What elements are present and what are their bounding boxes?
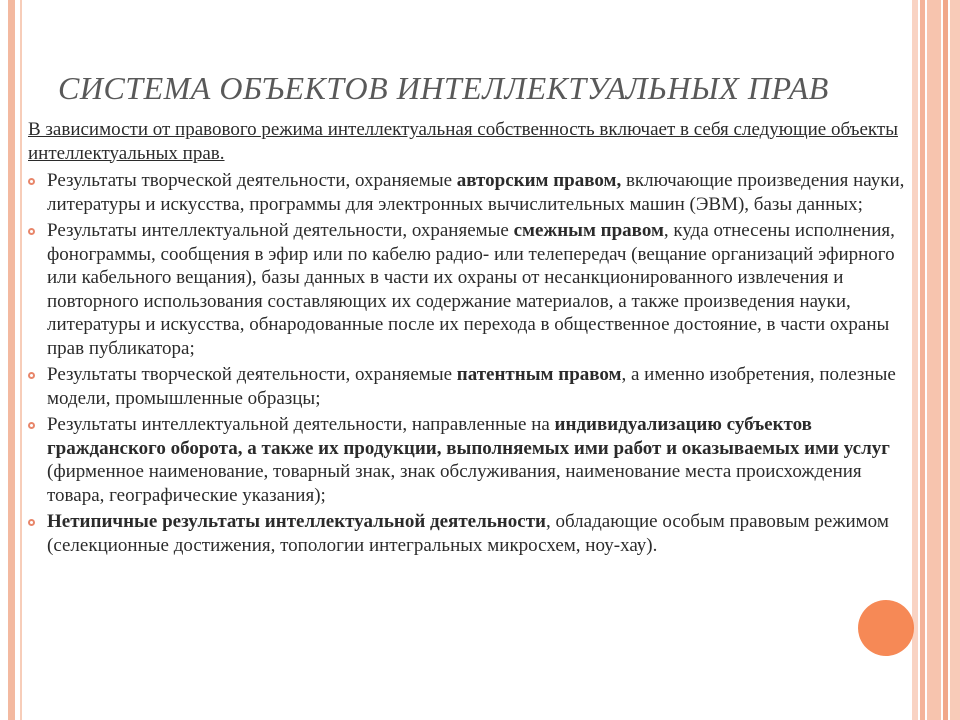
bullet-circle-icon xyxy=(28,228,35,235)
item-bold-term: индивидуализацию субъектов гражданского оборота, а также их продукции, выполняемых ими работ и оказываемых ими услуг xyxy=(47,414,890,459)
item-bold-term: Нетипичные результаты интеллектуальной деятельности xyxy=(47,511,546,532)
item-text: , а именно изобретения, полезные модели, промышленные образцы; xyxy=(47,364,896,409)
list-item xyxy=(28,413,918,507)
item-bold-term: смежным правом xyxy=(513,220,664,241)
item-bold-term: патентным правом xyxy=(456,364,622,385)
item-text: Результаты интеллектуальной деятельности, охраняемые xyxy=(47,220,514,241)
item-text: , обладающие особым правовым режимом (селекционные достижения, топологии интегральных микросхем, ноу-хау). xyxy=(47,511,889,556)
bullet-circle-icon xyxy=(28,178,35,185)
bullet-circle-icon xyxy=(28,422,35,429)
intro-text: В зависимости от правового режима интеллектуальная собственность включает в себя следующие объекты интеллектуальных прав. xyxy=(28,119,898,164)
item-text: Результаты творческой деятельности, охраняемые xyxy=(47,170,457,191)
left-frame-line xyxy=(20,0,22,720)
left-frame-bar xyxy=(8,0,15,720)
slide-title: СИСТЕМА ОБЪЕКТОВ ИНТЕЛЛЕКТУАЛЬНЫХ ПРАВ xyxy=(58,70,829,106)
list-item xyxy=(28,169,918,216)
list-item xyxy=(28,363,918,410)
stripe xyxy=(943,0,948,720)
bullet-circle-icon xyxy=(28,372,35,379)
stripe xyxy=(927,0,941,720)
item-bold-term: авторским правом, xyxy=(456,170,622,191)
stripe xyxy=(920,0,925,720)
stripe xyxy=(950,0,960,720)
item-text: , куда отнесены исполнения, фонограммы, сообщения в эфир или по кабелю радио- или телепередач (вещание организаций эфирного или кабельного вещания), базы данных в части их охраны от несанкционированного извлечения и повторного использования составляющих их содержание материалов, а также произведения науки, литературы и искусства, обнародованные после их перехода в общественное достояние, в части охраны прав публикатора; xyxy=(47,220,895,359)
bullet-circle-icon xyxy=(28,519,35,526)
right-decorative-stripes xyxy=(912,0,960,720)
list-item xyxy=(28,219,918,360)
item-text: Результаты творческой деятельности, охраняемые xyxy=(47,364,457,385)
item-text: Результаты интеллектуальной деятельности, направленные на xyxy=(47,414,555,435)
slide-content xyxy=(28,118,918,560)
item-text: (фирменное наименование, товарный знак, знак обслуживания, наименование места происхождения товара, географические указания); xyxy=(47,461,862,506)
list-item xyxy=(28,510,918,557)
item-text: включающие произведения науки, литературы и искусства, программы для электронных вычислительных машин (ЭВМ), базы данных; xyxy=(47,170,905,215)
decorative-orange-circle xyxy=(858,600,914,656)
